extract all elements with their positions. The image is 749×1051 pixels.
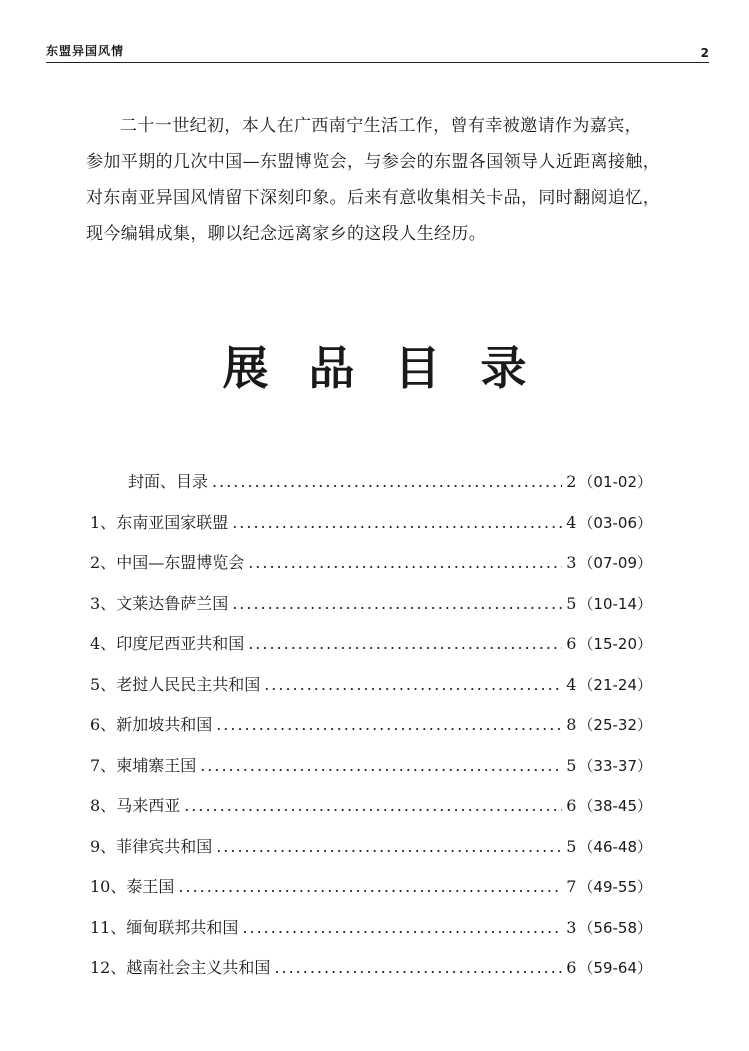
intro-paragraph	[86, 108, 696, 252]
toc-entry-range: （01-02）	[578, 473, 652, 491]
toc-entry-label: 柬埔寨王国	[116, 755, 197, 775]
toc-leader-dots	[248, 624, 562, 665]
toc-leader-dots	[200, 746, 562, 787]
toc-entry-range: （25-32）	[578, 716, 652, 734]
toc-entry-count: 6	[566, 958, 577, 977]
toc-entry-label: 缅甸联邦共和国	[126, 917, 239, 937]
toc-entry	[90, 705, 652, 746]
toc-title: 展品目录	[222, 341, 567, 395]
intro-line: 对东南亚异国风情留下深刻印象。后来有意收集相关卡品，同时翻阅追忆，	[86, 188, 661, 208]
toc-entry-range: （49-55）	[578, 878, 652, 896]
toc-entry-number: 10、	[90, 877, 127, 896]
toc-entry-range: （03-06）	[578, 513, 652, 532]
toc-entry-label: 泰王国	[126, 877, 175, 896]
toc-entry-range: （10-14）	[578, 594, 652, 613]
toc-entry	[90, 503, 652, 544]
toc-entry-label: 封面、目录	[128, 472, 209, 491]
toc-entry-range: （38-45）	[578, 797, 652, 815]
toc-entry-number: 2、	[90, 553, 117, 572]
toc-entry-count: 6	[566, 796, 577, 815]
toc-leader-dots	[248, 543, 562, 584]
toc-entry-number: 4、	[90, 634, 117, 653]
toc-entry-count: 3	[566, 917, 577, 937]
toc-entry-label: 菲律宾共和国	[116, 836, 213, 856]
toc-entry	[90, 867, 652, 908]
toc-leader-dots	[216, 705, 562, 746]
toc-entry-range: （46-48）	[578, 837, 652, 856]
toc-leader-dots	[274, 948, 562, 989]
toc-entry	[90, 948, 652, 989]
toc-entry-number: 12、	[90, 958, 127, 977]
toc-entry-label: 新加坡共和国	[116, 715, 213, 734]
toc-entry-label: 印度尼西亚共和国	[116, 634, 245, 653]
toc-entry-count: 3	[566, 553, 577, 572]
toc-entry-number: 5、	[90, 674, 117, 694]
toc-entry-range: （07-09）	[578, 554, 652, 572]
toc-entry-label: 东南亚国家联盟	[116, 512, 229, 532]
toc-entry-label: 马来西亚	[116, 796, 181, 815]
toc-entry-number: 11、	[90, 917, 127, 937]
toc-entry	[90, 908, 652, 949]
toc-entry	[90, 665, 652, 706]
toc-entry-number: 8、	[90, 796, 117, 815]
toc-entry-count: 6	[566, 634, 577, 653]
toc-leader-dots	[184, 786, 562, 827]
toc-entry-count: 5	[566, 755, 577, 775]
toc-entry-range: （56-58）	[578, 918, 652, 937]
toc-entry-count: 4	[566, 512, 577, 532]
toc-leader-dots	[264, 665, 562, 706]
toc-entry-count: 7	[566, 877, 577, 896]
toc-leader-dots	[242, 908, 562, 949]
toc-entry-label: 老挝人民民主共和国	[116, 674, 261, 694]
toc-entry-count: 2	[566, 472, 577, 491]
toc-leader-dots	[232, 584, 562, 625]
intro-line: 现今编辑成集，聊以纪念远离家乡的这段人生经历。	[86, 224, 487, 244]
toc-entry-range: （59-64）	[578, 959, 652, 977]
toc-entry-range: （33-37）	[578, 756, 652, 775]
toc-leader-dots	[232, 503, 562, 544]
toc-entry-number: 9、	[90, 836, 117, 856]
toc-entry-number: 7、	[90, 755, 117, 775]
toc-entry-count: 4	[566, 674, 577, 694]
header-title: 东盟异国风情	[46, 44, 125, 58]
toc-entry-number: 6、	[90, 715, 117, 734]
toc-entry-count: 5	[566, 836, 577, 856]
intro-line: 二十一世纪初，本人在广西南宁生活工作，曾有幸被邀请作为嘉宾，	[120, 116, 642, 136]
toc-entry	[90, 827, 652, 868]
toc-entry	[90, 543, 652, 584]
toc-entry-label: 文莱达鲁萨兰国	[116, 593, 229, 613]
page-number: 2	[700, 46, 709, 60]
toc-entry	[90, 584, 652, 625]
table-of-contents	[90, 462, 652, 989]
toc-entry-range: （21-24）	[578, 675, 652, 694]
toc-entry-range: （15-20）	[578, 635, 652, 653]
toc-entry-label: 中国—东盟博览会	[116, 553, 245, 572]
toc-leader-dots	[178, 867, 562, 908]
toc-entry-count: 8	[566, 715, 577, 734]
toc-entry	[90, 746, 652, 787]
toc-entry	[90, 786, 652, 827]
intro-line: 参加平期的几次中国—东盟博览会，与参会的东盟各国领导人近距离接触，	[86, 152, 661, 172]
toc-entry-number: 1、	[90, 512, 117, 532]
toc-entry-cover	[90, 462, 652, 503]
toc-entry-number: 3、	[90, 593, 117, 613]
toc-entry-label: 越南社会主义共和国	[126, 958, 271, 977]
toc-entry-count: 5	[566, 593, 577, 613]
page-header	[46, 40, 709, 63]
toc-entry	[90, 624, 652, 665]
toc-leader-dots	[216, 827, 562, 868]
toc-leader-dots	[212, 462, 562, 503]
